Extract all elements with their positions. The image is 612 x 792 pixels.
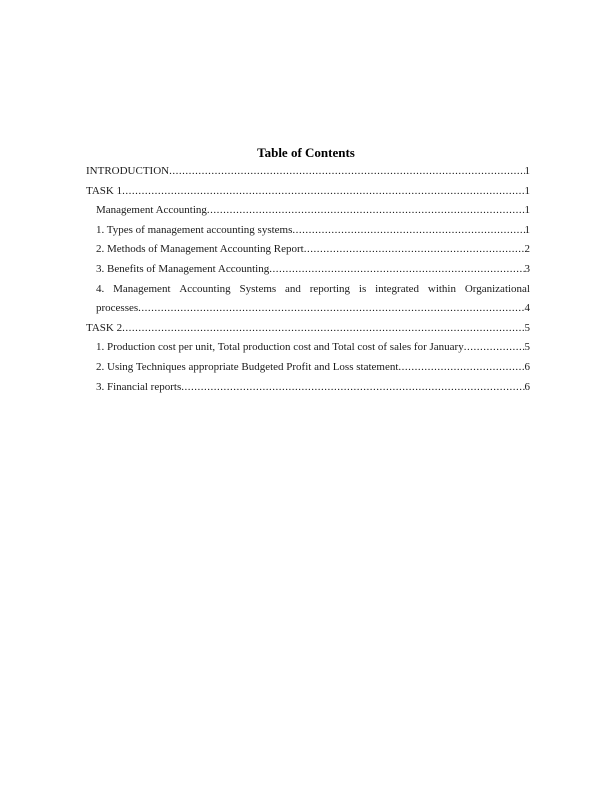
dot-leader: [122, 182, 524, 202]
toc-page-number: 1: [524, 184, 530, 197]
toc-word: Accounting: [179, 282, 231, 295]
table-of-contents: [86, 162, 530, 397]
dot-leader: [207, 201, 525, 221]
toc-page-number: 3: [524, 262, 530, 275]
toc-entry-label: TASK 1: [86, 184, 123, 197]
dot-leader: [169, 162, 524, 182]
toc-page-number: 4: [524, 302, 530, 315]
toc-entry-label: processes: [96, 302, 139, 315]
toc-entry-task-2[interactable]: [86, 319, 530, 339]
toc-word: integrated: [375, 282, 420, 295]
toc-word: Systems: [239, 282, 277, 295]
toc-page-number: 2: [524, 243, 530, 256]
dot-leader: [122, 319, 524, 339]
toc-entry-label: 1. Types of management accounting systems: [96, 223, 293, 236]
toc-entry-label: 1. Production cost per unit, Total production cost and Total cost of sales for January: [96, 341, 464, 354]
toc-entry-label: TASK 2: [86, 321, 123, 334]
toc-page-number: 6: [524, 380, 530, 393]
toc-word: and: [285, 282, 301, 295]
page-title: Table of Contents: [257, 145, 355, 160]
toc-page-number: 1: [524, 223, 530, 236]
toc-word: reporting: [309, 282, 351, 295]
toc-entry-methods-report[interactable]: [86, 240, 530, 260]
dot-leader: [181, 378, 524, 398]
dot-leader: [138, 299, 524, 319]
toc-word: Organizational: [464, 282, 530, 295]
toc-entry-benefits[interactable]: [86, 260, 530, 280]
toc-page-number: 5: [524, 341, 530, 354]
toc-entry-label: 2. Methods of Management Accounting Report: [96, 243, 304, 256]
toc-entry-label: 3. Benefits of Management Accounting: [96, 262, 270, 275]
toc-page-number: 1: [524, 165, 530, 177]
toc-entry-production-cost[interactable]: [86, 338, 530, 358]
toc-word: Management: [113, 282, 171, 295]
toc-entry-management-accounting[interactable]: [86, 201, 530, 221]
toc-entry-budgeted-pl[interactable]: [86, 358, 530, 378]
toc-entry-label-line1: [96, 280, 530, 300]
toc-page-number: 6: [524, 360, 530, 373]
toc-entry-task-1[interactable]: [86, 182, 530, 202]
dot-leader: [269, 260, 524, 280]
toc-page-number: 1: [524, 204, 530, 217]
toc-entry-label: 3. Financial reports: [96, 380, 182, 393]
dot-leader: [398, 358, 524, 378]
dot-leader: [304, 240, 525, 260]
toc-entry-types-of-systems[interactable]: [86, 221, 530, 241]
toc-entry-label: 2. Using Techniques appropriate Budgeted Profit and Loss statement: [96, 360, 399, 373]
toc-entry-introduction[interactable]: [86, 162, 530, 182]
toc-entry-financial-reports[interactable]: [86, 378, 530, 398]
toc-entry-label-line2: [96, 299, 530, 319]
toc-entry-label: INTRODUCTION: [86, 165, 170, 177]
dot-leader: [464, 338, 525, 358]
toc-word: is: [358, 282, 367, 295]
dot-leader: [292, 221, 524, 241]
toc-word: within: [427, 282, 456, 295]
toc-entry-systems-integration[interactable]: [86, 280, 530, 319]
toc-word: 4.: [96, 282, 105, 295]
toc-page-number: 5: [524, 321, 530, 334]
toc-entry-label: Management Accounting: [96, 204, 207, 217]
